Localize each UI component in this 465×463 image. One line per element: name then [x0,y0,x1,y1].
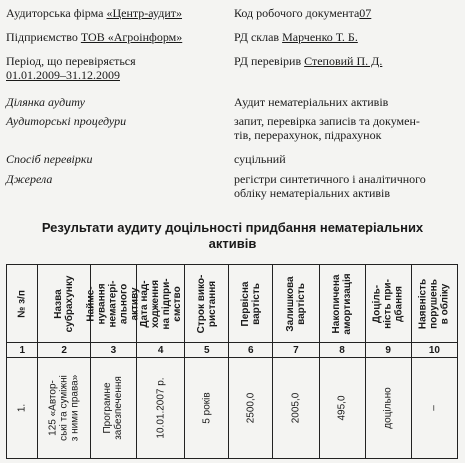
info-label-sources: Джерела [6,172,53,186]
doc-code-value: 07 [359,6,372,20]
column-number: 7 [273,343,319,358]
cell-receipt-date: 10.01.2007 р. [155,377,167,439]
enterprise-line [6,30,182,44]
firm-value: «Центр-аудит» [106,6,183,20]
header-cell [185,265,229,343]
header-violations: Наявність порушень в обліку [417,278,451,329]
column-number: 5 [185,343,229,358]
prepared-value: Марченко Т. Б. [282,30,358,44]
header-cell [319,265,365,343]
period-value: 01.01.2009–31.12.2009 [6,68,120,82]
doc-code-label: Код робочого документа [234,6,360,20]
table-title-line-1: Результати аудиту доцільності придбання нематеріальних [41,220,424,235]
header-expediency: Доціль- ність при- дбання [371,278,405,329]
checked-line [234,54,382,68]
header-cell [38,265,90,343]
header-cell [365,265,411,343]
info-value-sources-1: регістри синтетичного і аналітичного [234,172,426,186]
info-value-method: суцільний [234,152,286,166]
cell-residual-value: 2005,0 [290,392,302,424]
header-cell [273,265,319,343]
info-label-area: Ділянка аудиту [6,95,85,109]
info-label-method: Спосіб перевірки [6,152,93,166]
column-number-row [7,343,458,358]
info-label-procedures: Аудиторські процедури [6,114,127,128]
header-number: № з/п [16,289,28,318]
audit-results-table [6,264,458,459]
column-number: 2 [38,343,90,358]
prepared-line [234,30,358,44]
column-number: 8 [319,343,365,358]
header-accumulated-depreciation: Накопичена амортизація [331,272,354,335]
column-number: 9 [365,343,411,358]
table-cell [90,358,136,459]
header-cell [7,265,38,343]
column-number: 10 [411,343,457,358]
header-cell [137,265,185,343]
header-receipt-date: Дата над- ходження на підпри- ємство [138,277,183,330]
table-header-row [7,265,458,343]
header-cell [411,265,457,343]
table-cell [38,358,90,459]
column-number: 3 [90,343,136,358]
checked-label: РД перевірив [234,54,302,68]
header-cell [85,265,141,343]
doc-code-line [234,6,371,20]
prepared-label: РД склав [234,30,280,44]
column-number: 1 [7,343,38,358]
header-useful-life: Строк вико- ристання [195,274,218,333]
checked-value: Степовий П. Д. [304,54,383,68]
table-title-line-2: активів [208,236,257,251]
header-residual-value: Залишкова вартість [284,275,307,332]
firm-label: Аудиторська фірма [6,6,104,20]
info-value-area: Аудит нематеріальних активів [234,95,389,109]
table-cell [137,358,185,459]
table-cell [273,358,319,459]
header-subaccount: Назва субрахунку [53,275,76,332]
column-number: 4 [137,343,185,358]
table-cell [365,358,411,459]
period-label: Період, що перевіряється [6,54,136,68]
cell-violations: – [428,405,440,411]
table-cell [411,358,457,459]
info-value-procedures-2: тів, перерахунок, підрахунок [234,128,382,142]
cell-useful-life: 5 років [201,392,213,424]
info-value-procedures-1: запит, перевірка записів та докумен- [234,114,420,128]
header-initial-cost: Первісна вартість [239,281,262,326]
cell-initial-cost: 2500,0 [245,392,257,424]
header-asset-name: Найме- нування нематері- ального активу [85,280,141,327]
cell-expediency: доцільно [382,387,394,429]
cell-subaccount: 125 «Автор- ські та суміжні з ними права» [47,374,81,442]
info-value-sources-2: обліку нематеріальних активів [234,186,391,200]
table-cell [319,358,365,459]
enterprise-value: ТОВ «Агроінформ» [80,30,183,44]
table-row [7,358,458,459]
cell-accumulated-depreciation: 495,0 [336,395,348,421]
table-cell [229,358,273,459]
cell-asset-name: Програмне забезпечення [102,376,125,440]
firm-line [6,6,182,20]
table-cell [7,358,38,459]
cell-number: 1. [16,403,28,413]
enterprise-label: Підприємство [6,30,78,44]
column-number: 6 [229,343,273,358]
header-cell [229,265,273,343]
table-cell [185,358,229,459]
